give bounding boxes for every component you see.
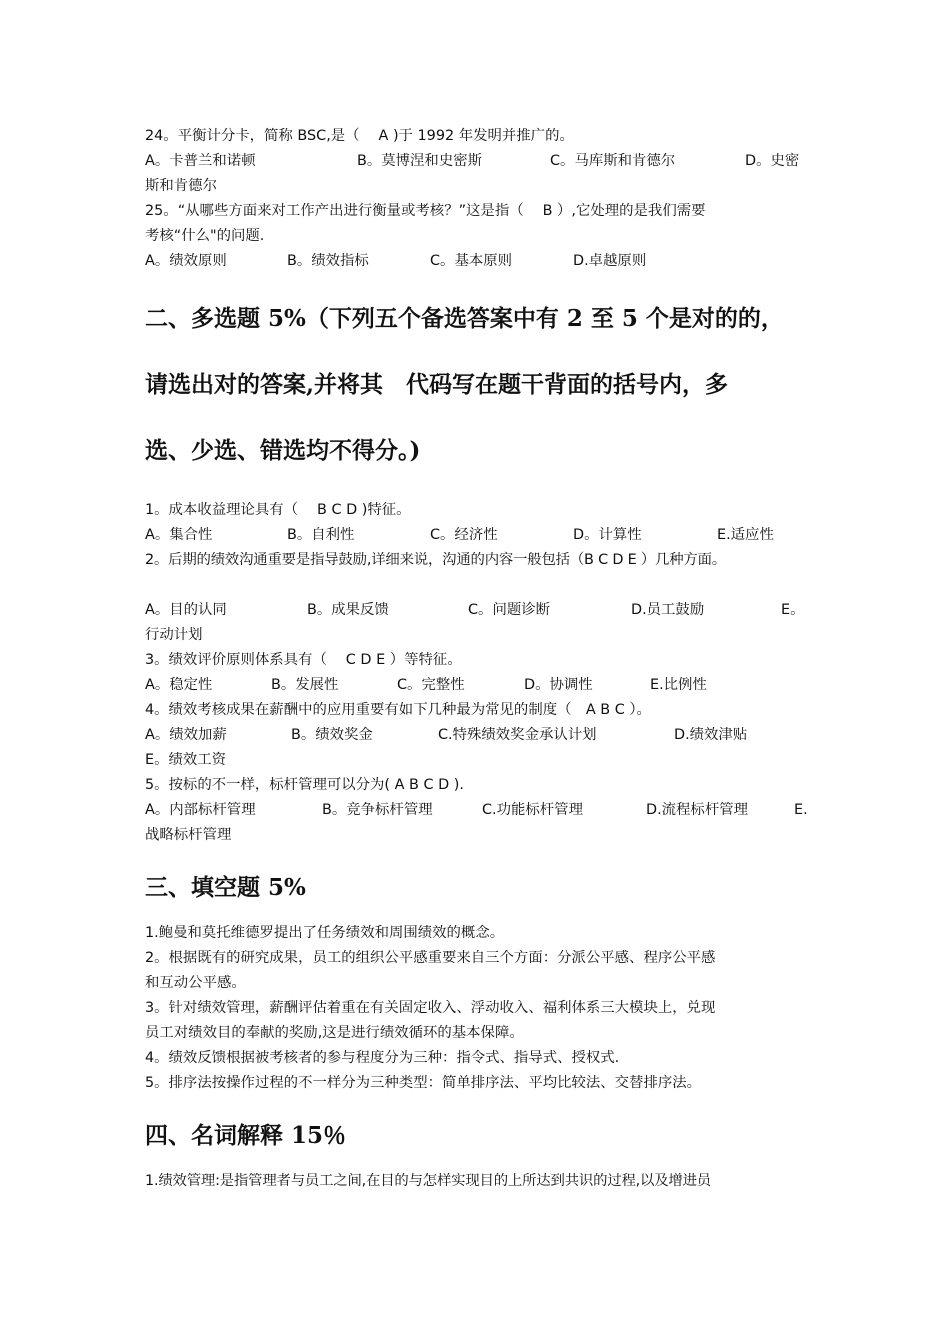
option-a: A。稳定性 xyxy=(145,677,213,693)
section-2-heading-line2: 请选出对的答案,并将其 代码写在题干背面的括号内，多 xyxy=(145,371,729,398)
option-e: E.比例性 xyxy=(650,677,707,693)
option-b: B。绩效奖金 xyxy=(291,727,373,743)
option-a: A。集合性 xyxy=(145,527,213,543)
option-b: B。竞争标杆管理 xyxy=(322,802,433,818)
option-d: D。计算性 xyxy=(573,527,642,543)
option-c: C.功能标杆管理 xyxy=(482,802,583,818)
question-24-text: 24。平衡计分卡，简称 BSC,是（ A )于 1992 年发明并推广的。 xyxy=(145,128,574,144)
option-d: D。协调性 xyxy=(524,677,593,693)
option-e: E。 xyxy=(781,602,805,618)
option-c: C.特殊绩效奖金承认计划 xyxy=(438,727,597,743)
option-d: D.绩效津贴 xyxy=(674,727,748,743)
option-d: D。史密 xyxy=(745,153,800,169)
question-24-continuation: 斯和肯德尔 xyxy=(145,178,217,194)
multi-question-4-continuation: E。绩效工资 xyxy=(145,752,227,768)
option-d: D.卓越原则 xyxy=(573,253,647,269)
multi-question-3-text: 3。绩效评价原则体系具有（ C D E ）等特征。 xyxy=(145,652,462,668)
question-25-line1: 25。“从哪些方面来对工作产出进行衡量或考核？”这是指（ B ）,它处理的是我们需要 xyxy=(145,203,706,219)
multi-question-1-text: 1。成本收益理论具有（ B C D )特征。 xyxy=(145,502,411,518)
fill-answer-3: 3。针对绩效管理，薪酬评估着重在有关固定收入、浮动收入、福利体系三大模块上，兑现 xyxy=(145,1000,716,1016)
option-a: A。卡普兰和诺顿 xyxy=(145,153,256,169)
fill-answer-5: 5。排序法按操作过程的不一样分为三种类型：简单排序法、平均比较法、交替排序法。 xyxy=(145,1075,702,1091)
multi-question-5-text: 5。按标的不一样，标杆管理可以分为( A B C D ). xyxy=(145,777,464,793)
multi-question-5-continuation: 战略标杆管理 xyxy=(145,827,232,843)
option-a: A。绩效加薪 xyxy=(145,727,227,743)
option-d: D.流程标杆管理 xyxy=(646,802,748,818)
section-2-heading-line3: 选、少选、错选均不得分。) xyxy=(145,437,421,464)
option-a: A。内部标杆管理 xyxy=(145,802,256,818)
option-b: B。成果反馈 xyxy=(307,602,389,618)
option-b: B。绩效指标 xyxy=(287,253,369,269)
multi-question-4-options xyxy=(145,723,815,748)
multi-question-1-options xyxy=(145,523,815,548)
fill-answer-1: 1.鲍曼和莫托维德罗提出了任务绩效和周围绩效的概念。 xyxy=(145,925,505,941)
fill-answer-2: 2。根据既有的研究成果，员工的组织公平感重要来自三个方面：分派公平感、程序公平感 xyxy=(145,950,716,966)
question-24-options xyxy=(145,149,815,174)
multi-question-2-options xyxy=(145,598,815,623)
option-b: B。发展性 xyxy=(271,677,339,693)
multi-question-2-continuation: 行动计划 xyxy=(145,627,203,643)
option-c: C。问题诊断 xyxy=(468,602,551,618)
multi-question-3-options xyxy=(145,673,815,698)
section-4-heading: 四、名词解释 15％ xyxy=(145,1122,347,1149)
option-c: C。经济性 xyxy=(430,527,498,543)
multi-question-4-text: 4。绩效考核成果在薪酬中的应用重要有如下几种最为常见的制度（ A B C ）。 xyxy=(145,702,651,718)
section-2-heading-line1: 二、多选题 5%（下列五个备选答案中有 2 至 5 个是对的的， xyxy=(145,305,784,332)
option-b: B。自利性 xyxy=(287,527,355,543)
fill-answer-2-continuation: 和互动公平感。 xyxy=(145,975,246,991)
option-e: E. xyxy=(794,802,808,818)
option-d: D.员工鼓励 xyxy=(631,602,705,618)
fill-answer-4: 4。绩效反馈根据被考核者的参与程度分为三种：指令式、指导式、授权式. xyxy=(145,1050,620,1066)
option-c: C。完整性 xyxy=(397,677,465,693)
section-3-heading: 三、填空题 5% xyxy=(145,874,306,901)
document-page xyxy=(145,124,815,1194)
option-c: C。马库斯和肯德尔 xyxy=(550,153,676,169)
option-b: B。莫博涅和史密斯 xyxy=(357,153,482,169)
multi-question-5-options xyxy=(145,798,815,823)
option-e: E.适应性 xyxy=(717,527,774,543)
question-25-options xyxy=(145,249,815,274)
multi-question-2-text: 2。后期的绩效沟通重要是指导鼓励,详细来说，沟通的内容一般包括（B C D E ）几种方面。 xyxy=(145,552,726,568)
option-a: A。绩效原则 xyxy=(145,253,227,269)
term-definition-1: 1.绩效管理:是指管理者与员工之间,在目的与怎样实现目的上所达到共识的过程,以及增进员 xyxy=(145,1173,711,1189)
fill-answer-3-continuation: 员工对绩效目的奉献的奖励,这是进行绩效循环的基本保障。 xyxy=(145,1025,524,1041)
question-25-line2: 考核“什么"的问题. xyxy=(145,228,265,244)
option-c: C。基本原则 xyxy=(430,253,513,269)
option-a: A。目的认同 xyxy=(145,602,227,618)
